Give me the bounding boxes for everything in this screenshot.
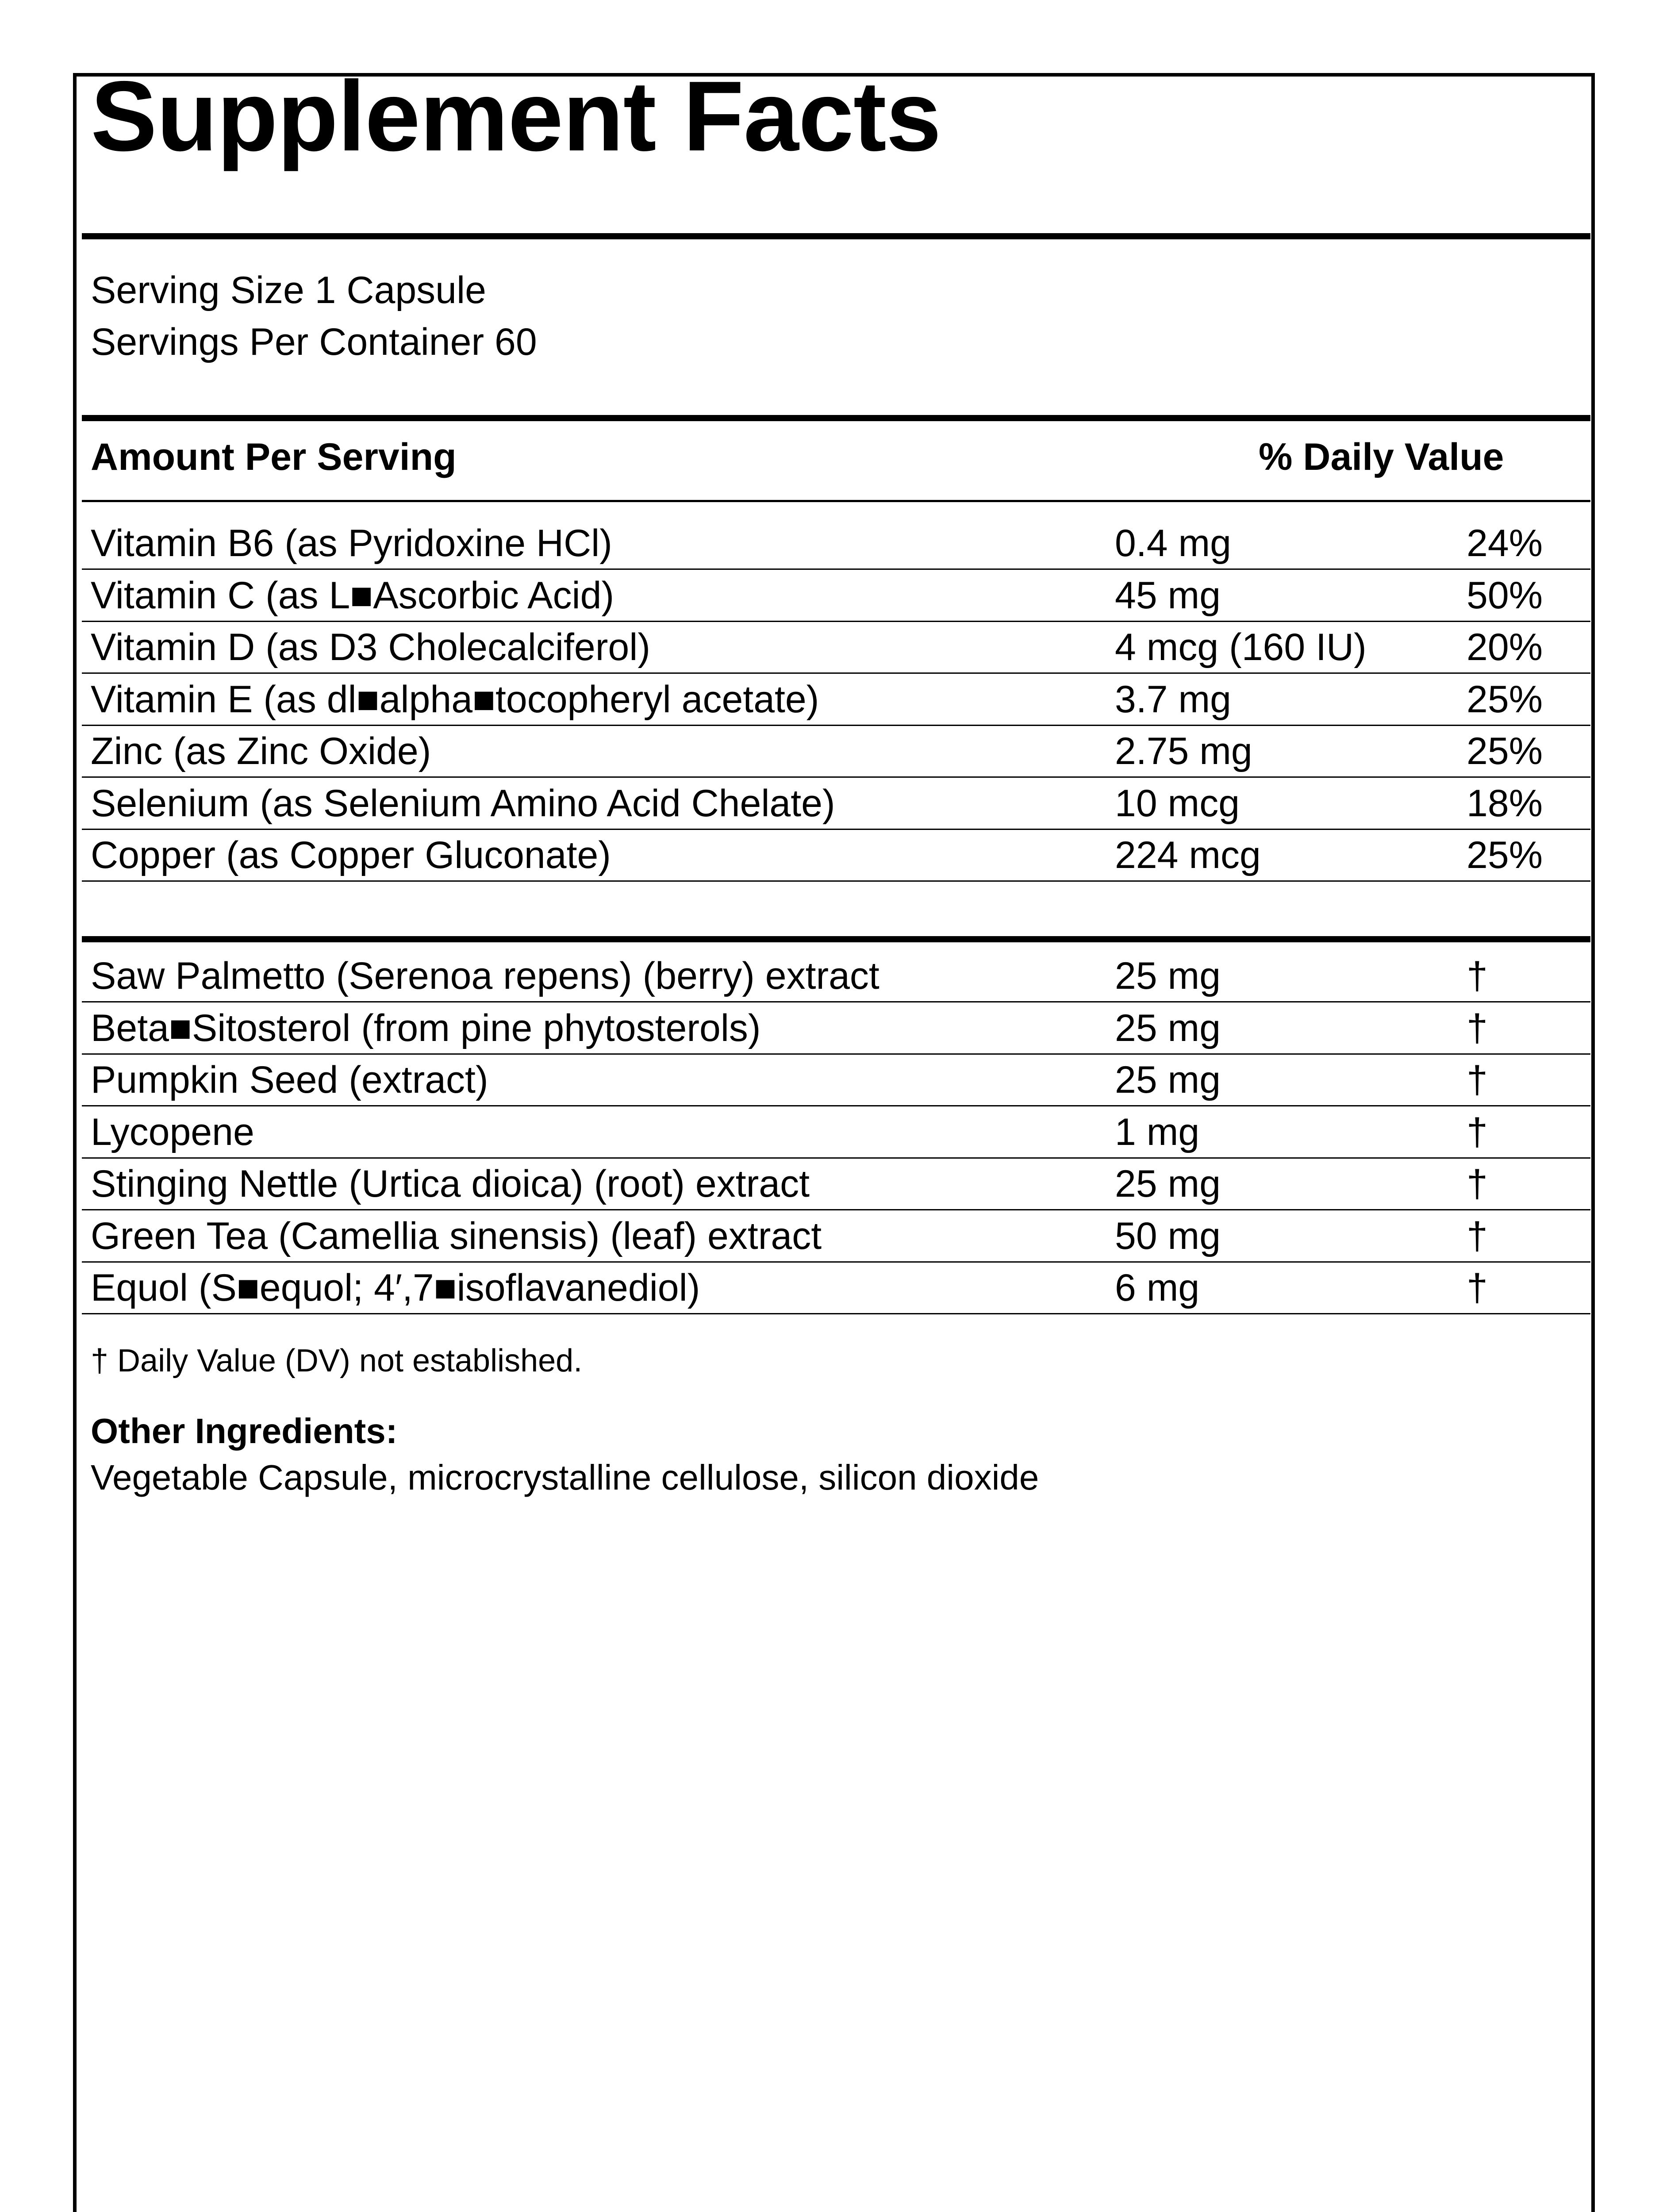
ingredient-name: Vitamin D (as D3 Cholecalciferol) (91, 626, 650, 668)
other-ingredients-heading: Other Ingredients: (91, 1411, 398, 1451)
row-divider (82, 880, 1590, 882)
ingredient-daily-value: 18% (1467, 782, 1543, 825)
ingredient-amount: 2.75 mg (1115, 730, 1252, 772)
row-divider (82, 1053, 1590, 1055)
ingredient-amount: 224 mcg (1115, 834, 1261, 876)
ingredient-name: Zinc (as Zinc Oxide) (91, 730, 431, 772)
ingredient-name: Selenium (as Selenium Amino Acid Chelate) (91, 782, 835, 825)
ingredient-daily-value: 25% (1467, 678, 1543, 721)
ingredient-name: Stinging Nettle (Urtica dioica) (root) extract (91, 1163, 810, 1205)
other-ingredients-text: Vegetable Capsule, microcrystalline cellulose, silicon dioxide (91, 1458, 1039, 1497)
ingredient-daily-value: 25% (1467, 730, 1543, 772)
dv-footnote: † Daily Value (DV) not established. (91, 1343, 583, 1379)
serving-divider (82, 415, 1590, 421)
row-divider (82, 568, 1590, 570)
ingredient-amount: 3.7 mg (1115, 678, 1231, 721)
ingredient-amount: 10 mcg (1115, 782, 1240, 825)
header-divider (82, 500, 1590, 502)
ingredient-name: Beta■Sitosterol (from pine phytosterols) (91, 1006, 761, 1049)
row-divider (82, 1001, 1590, 1002)
serving-size: Serving Size 1 Capsule (91, 269, 486, 311)
ingredient-amount: 0.4 mg (1115, 522, 1231, 565)
ingredient-amount: 45 mg (1115, 574, 1221, 617)
ingredient-daily-value: 25% (1467, 834, 1543, 876)
label-title: Supplement Facts (91, 60, 941, 172)
row-divider (82, 1157, 1590, 1159)
ingredient-daily-value: † (1467, 1267, 1488, 1309)
ingredient-name: Equol (S■equol; 4′,7■isoflavanediol) (91, 1267, 700, 1309)
ingredient-name: Saw Palmetto (Serenoa repens) (berry) extract (91, 955, 879, 997)
ingredient-name: Vitamin B6 (as Pyridoxine HCl) (91, 522, 612, 565)
ingredient-name: Vitamin C (as L■Ascorbic Acid) (91, 574, 614, 617)
ingredient-amount: 25 mg (1115, 1006, 1221, 1049)
row-divider (82, 621, 1590, 622)
ingredient-daily-value: 24% (1467, 522, 1543, 565)
ingredient-name: Vitamin E (as dl■alpha■tocopheryl acetate) (91, 678, 819, 721)
ingredient-amount: 25 mg (1115, 955, 1221, 997)
ingredient-daily-value: † (1467, 1059, 1488, 1101)
ingredient-daily-value: † (1467, 1110, 1488, 1153)
row-divider (82, 725, 1590, 726)
ingredient-name: Copper (as Copper Gluconate) (91, 834, 611, 876)
amount-per-serving-header: Amount Per Serving (91, 436, 457, 478)
row-divider (82, 829, 1590, 830)
row-divider (82, 776, 1590, 778)
ingredient-daily-value: 20% (1467, 626, 1543, 668)
daily-value-header: % Daily Value (1259, 436, 1504, 478)
label-frame (73, 73, 1595, 2212)
servings-per-container: Servings Per Container 60 (91, 321, 537, 363)
ingredient-amount: 1 mg (1115, 1110, 1200, 1153)
ingredient-name: Green Tea (Camellia sinensis) (leaf) extract (91, 1214, 822, 1257)
ingredient-daily-value: † (1467, 1006, 1488, 1049)
ingredient-name: Pumpkin Seed (extract) (91, 1059, 488, 1101)
title-divider (82, 233, 1590, 239)
row-divider (82, 672, 1590, 674)
ingredient-amount: 4 mcg (160 IU) (1115, 626, 1367, 668)
row-divider (82, 1209, 1590, 1210)
ingredient-amount: 50 mg (1115, 1214, 1221, 1257)
ingredient-amount: 25 mg (1115, 1163, 1221, 1205)
row-divider (82, 1313, 1590, 1314)
ingredient-amount: 6 mg (1115, 1267, 1200, 1309)
ingredient-daily-value: 50% (1467, 574, 1543, 617)
row-divider (82, 1105, 1590, 1106)
row-divider (82, 1261, 1590, 1263)
ingredient-amount: 25 mg (1115, 1059, 1221, 1101)
ingredient-daily-value: † (1467, 955, 1488, 997)
ingredient-name: Lycopene (91, 1110, 254, 1153)
section-divider (82, 936, 1590, 942)
ingredient-daily-value: † (1467, 1214, 1488, 1257)
ingredient-daily-value: † (1467, 1163, 1488, 1205)
